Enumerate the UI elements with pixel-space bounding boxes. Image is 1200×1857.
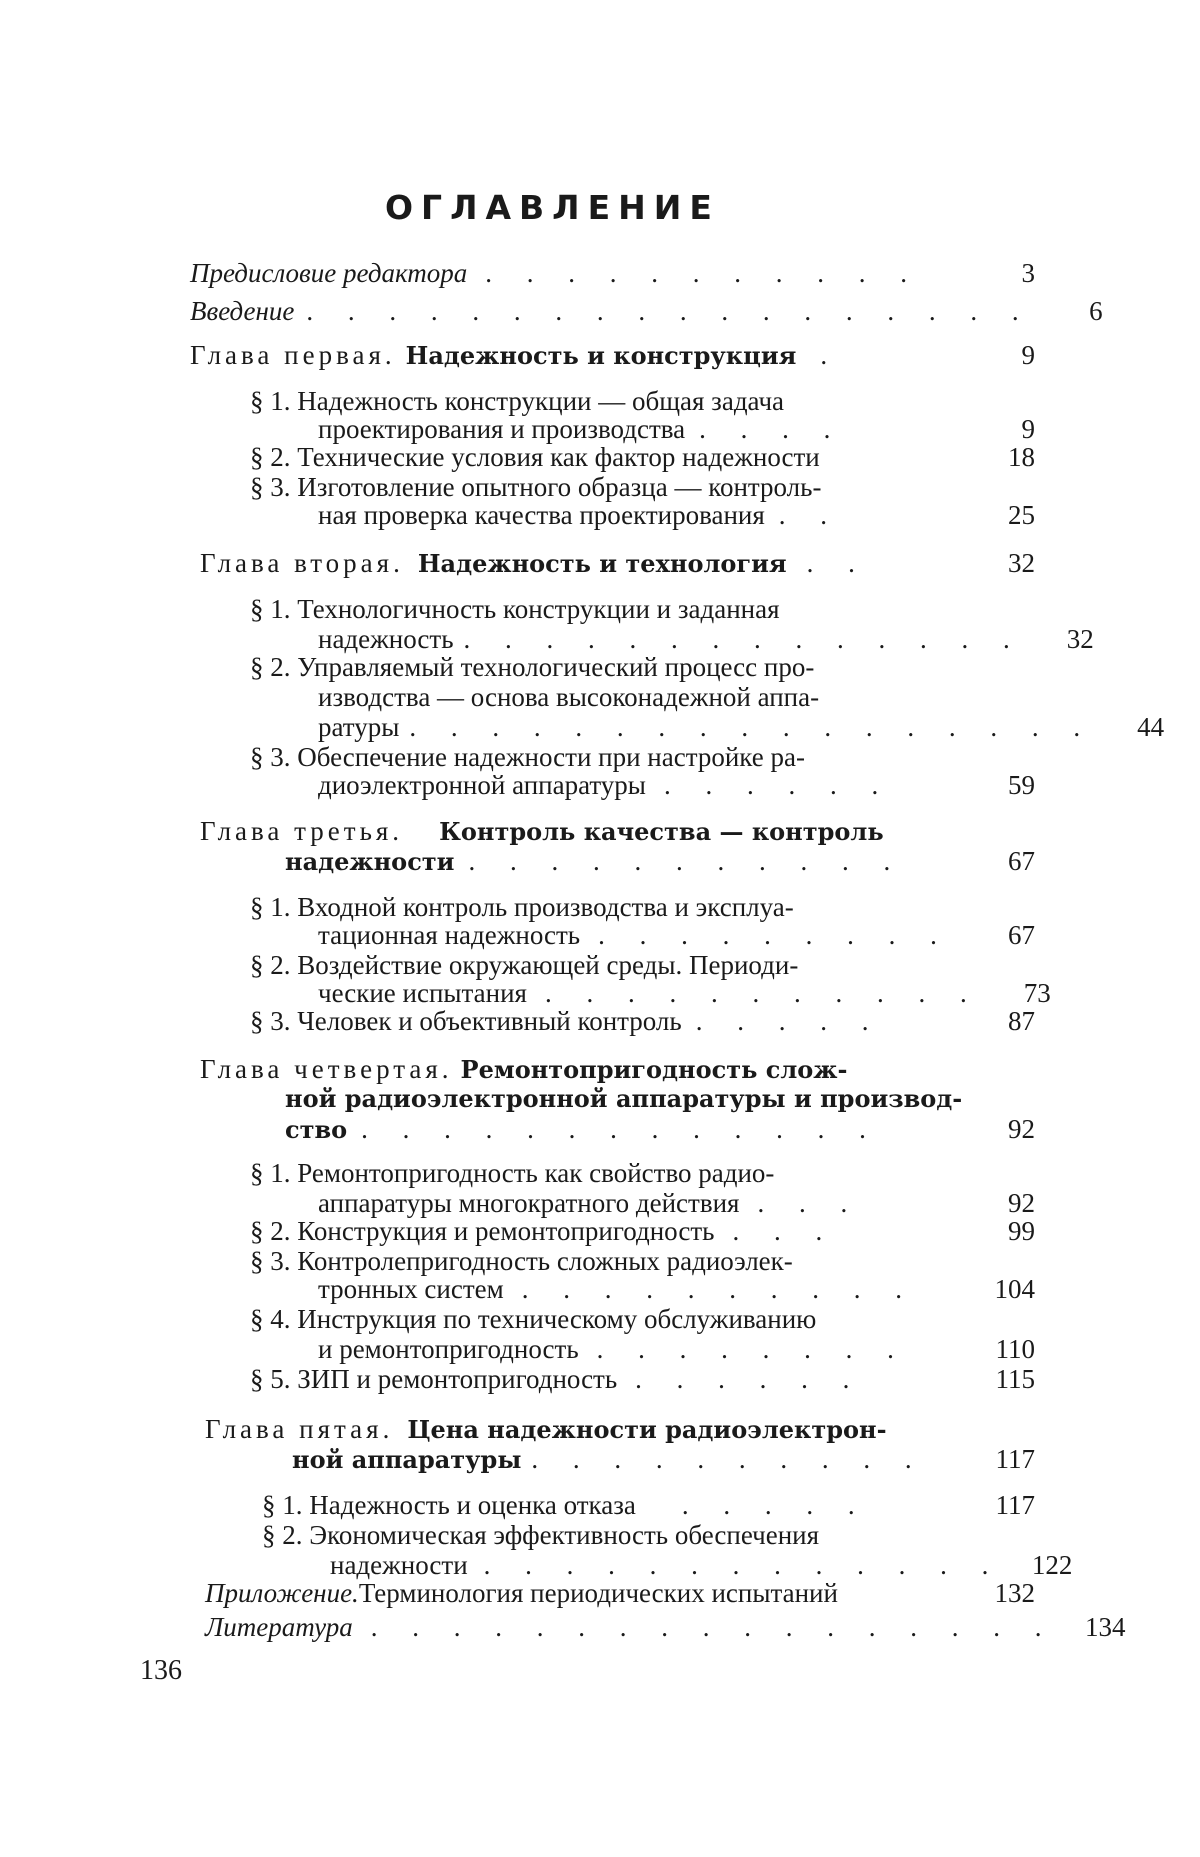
section-title: § 1. Надежность конструкции — общая задача <box>250 386 785 416</box>
section-title: § 2. Конструкция и ремонтопригодность <box>250 1216 715 1246</box>
leader-dots: . . . . . . . . . . <box>531 1444 926 1474</box>
toc-section-line <box>250 652 945 682</box>
toc-entry-preface <box>190 258 1035 288</box>
chapter-prefix: Глава первая. <box>190 340 396 370</box>
page-ref: 104 <box>994 1274 1035 1304</box>
leader-dots: . . <box>806 548 869 578</box>
leader-dots: . . . . . . . . . . . . . . . . . <box>409 712 1095 742</box>
toc-section-line <box>318 920 1035 950</box>
toc-section-line <box>262 1490 1035 1520</box>
section-title: § 2. Технические условия как фактор надежности <box>250 442 820 472</box>
toc-section-line <box>318 712 1165 742</box>
section-title-cont: надежности <box>330 1550 468 1580</box>
toc-section-line <box>318 1274 1035 1304</box>
page-ref: 6 <box>1089 296 1103 326</box>
toc-section-line <box>318 978 1051 1008</box>
page-ref: 132 <box>994 1578 1035 1608</box>
section-title: § 1. Ремонтопригодность как свойство радио- <box>250 1158 775 1188</box>
section-title-cont: тационная надежность <box>318 920 581 950</box>
toc-section-line <box>318 1188 1035 1218</box>
toc-section-line <box>250 892 945 922</box>
section-title-cont: проектирования и производства <box>318 414 686 444</box>
toc-section-line <box>318 624 1094 654</box>
page-ref: 67 <box>1008 846 1035 876</box>
chapter-title-cont: надежности <box>285 847 455 876</box>
page-ref: 134 <box>1084 1612 1126 1642</box>
leader-dots: . . . . . . . . . . . . . . <box>463 624 1024 654</box>
chapter-prefix: Глава пятая. <box>205 1414 394 1444</box>
chapter-title: Ремонтопригодность слож- <box>460 1055 848 1084</box>
page-ref: 122 <box>1031 1550 1073 1580</box>
leader-dots: . . . . <box>699 414 845 444</box>
section-title-cont: и ремонтопригодность <box>318 1334 579 1364</box>
leader-dots: . . . . . . . . . . . . . . . . . . <box>306 296 1033 326</box>
page-ref: 117 <box>995 1444 1035 1474</box>
leader-dots: . . . . . . . . <box>596 1334 908 1364</box>
page-ref: 18 <box>1008 442 1035 472</box>
entry-text: Терминология периодических испытаний <box>358 1578 838 1608</box>
section-title: § 3. Контролепригодность сложных радиоэлек- <box>250 1246 793 1276</box>
leader-dots: . . . . . . . . . . . <box>544 978 981 1008</box>
chapter-title-cont: ной аппаратуры <box>292 1445 522 1474</box>
leader-dots: . . . <box>757 1188 862 1218</box>
page-ref: 115 <box>995 1364 1035 1394</box>
toc-section-line <box>250 1304 955 1334</box>
toc-section-line <box>250 386 945 416</box>
section-title: § 3. Изготовление опытного образца — контроль- <box>250 472 822 502</box>
toc-chapter-5 <box>205 1414 955 1444</box>
toc-section-line <box>330 1550 1073 1580</box>
toc-section-line <box>250 742 945 772</box>
entry-label: Введение <box>190 296 295 326</box>
toc-section-line <box>250 950 945 980</box>
toc-section-line <box>318 414 1035 444</box>
section-title: § 1. Технологичность конструкции и заданная <box>250 594 780 624</box>
toc-section-line <box>250 594 945 624</box>
section-title: § 3. Человек и объективный контроль <box>250 1006 682 1036</box>
chapter-title: Контроль качества — контроль <box>439 817 884 846</box>
leader-dots: . . . . . . . . . . . <box>485 258 922 288</box>
page-ref: 73 <box>1023 978 1051 1008</box>
toc-chapter-3-cont <box>285 846 1035 876</box>
toc-chapter-1 <box>190 340 1035 370</box>
page-ref: 32 <box>1066 624 1094 654</box>
page-ref: 99 <box>1008 1216 1035 1246</box>
leader-dots: . . . . . . . . . . . <box>468 846 905 876</box>
toc-chapter-4-cont <box>285 1114 1035 1144</box>
page-ref: 92 <box>1008 1188 1035 1218</box>
leader-dots: . . . . . . . . . . . . . <box>361 1114 880 1144</box>
page-title: ОГЛАВЛЕНИЕ <box>385 188 720 227</box>
page-ref: 3 <box>1021 258 1035 288</box>
toc-entry-literature <box>205 1612 1126 1642</box>
section-title: § 2. Управляемый технологический процесс про- <box>250 652 815 682</box>
entry-label: Приложение. <box>205 1578 359 1608</box>
chapter-prefix: Глава четвертая. <box>200 1054 453 1084</box>
toc-chapter-3 <box>200 816 945 846</box>
toc-chapter-2 <box>200 548 1035 578</box>
entry-label: Литература <box>205 1612 353 1642</box>
page-ref: 59 <box>1008 770 1035 800</box>
chapter-prefix: Глава третья. <box>200 816 404 846</box>
section-title: § 3. Обеспечение надежности при настройке ра- <box>250 742 805 772</box>
section-title: § 4. Инструкция по техническому обслуживанию <box>250 1304 817 1334</box>
leader-dots: . . . . . . . . . . . . . . . . . <box>370 1612 1056 1642</box>
section-title: § 1. Входной контроль производства и эксплуа- <box>250 892 794 922</box>
toc-section-line <box>318 500 1035 530</box>
page-ref: 44 <box>1137 712 1165 742</box>
chapter-title: Надежность и конструкция <box>405 341 797 370</box>
leader-dots: . . . . . . <box>663 770 893 800</box>
page-ref: 87 <box>1008 1006 1035 1036</box>
toc-section-line <box>318 770 1035 800</box>
section-title: § 2. Воздействие окружающей среды. Периоди- <box>250 950 799 980</box>
leader-dots: . . <box>778 500 842 530</box>
section-title-cont: аппаратуры многократного действия <box>318 1188 740 1218</box>
section-title: § 5. ЗИП и ремонтопригодность <box>250 1364 618 1394</box>
leader-dots: . . . . . <box>695 1006 883 1036</box>
section-title-cont: надежность <box>318 624 454 654</box>
toc-chapter-5-cont <box>292 1444 1035 1474</box>
leader-dots: . . . . . . . . . . <box>521 1274 916 1304</box>
leader-dots: . . . . . <box>681 1490 869 1520</box>
toc-section-line <box>318 682 945 712</box>
toc-section-line <box>318 1334 1035 1364</box>
leader-dots: . . . <box>732 1216 837 1246</box>
chapter-title-cont: ной радиоэлектронной аппаратуры и производ- <box>285 1084 963 1113</box>
leader-dots: . . . . . . . . . <box>598 920 951 950</box>
toc-section-line <box>250 1158 945 1188</box>
toc-entry-intro <box>190 296 1103 326</box>
chapter-title-cont: ство <box>285 1115 348 1144</box>
section-title-cont: диоэлектронной аппаратуры <box>318 770 646 800</box>
toc-section-line <box>250 442 1035 472</box>
section-title-cont: ная проверка качества проектирования <box>318 500 765 530</box>
toc-section-line <box>250 1006 1035 1036</box>
section-title: § 2. Экономическая эффективность обеспечения <box>262 1520 820 1550</box>
toc-section-line <box>262 1520 962 1550</box>
leader-dots: . <box>820 340 842 370</box>
section-title-cont: ратуры <box>318 712 400 742</box>
toc-entry-appendix <box>205 1578 1035 1608</box>
chapter-title: Цена надежности радиоэлектрон- <box>407 1415 887 1444</box>
page-number: 136 <box>140 1655 182 1686</box>
toc-chapter-4-cont <box>285 1084 963 1114</box>
chapter-prefix: Глава вторая. <box>200 548 404 578</box>
entry-label: Предисловие редактора <box>190 258 468 288</box>
toc-chapter-4 <box>200 1054 945 1084</box>
toc-section-line <box>250 472 945 502</box>
page-ref: 9 <box>1021 340 1035 370</box>
page-ref: 92 <box>1008 1114 1035 1144</box>
page-ref: 110 <box>995 1334 1035 1364</box>
toc-section-line <box>250 1364 1035 1394</box>
toc-section-line <box>250 1246 945 1276</box>
page-ref: 25 <box>1008 500 1035 530</box>
chapter-title: Надежность и технология <box>417 549 787 578</box>
section-title-cont: ческие испытания <box>318 978 527 1008</box>
section-title-cont: изводства — основа высоконадежной аппа- <box>318 682 820 712</box>
leader-dots: . . . . . . . . . . . . . <box>483 1550 1003 1580</box>
page-ref: 9 <box>1021 414 1035 444</box>
page-ref: 67 <box>1008 920 1035 950</box>
section-title-cont: тронных систем <box>318 1274 504 1304</box>
leader-dots: . . . . . . <box>635 1364 864 1394</box>
toc-section-line <box>250 1216 1035 1246</box>
section-title: § 1. Надежность и оценка отказа <box>262 1490 636 1520</box>
page-ref: 32 <box>1008 548 1035 578</box>
page-ref: 117 <box>995 1490 1035 1520</box>
